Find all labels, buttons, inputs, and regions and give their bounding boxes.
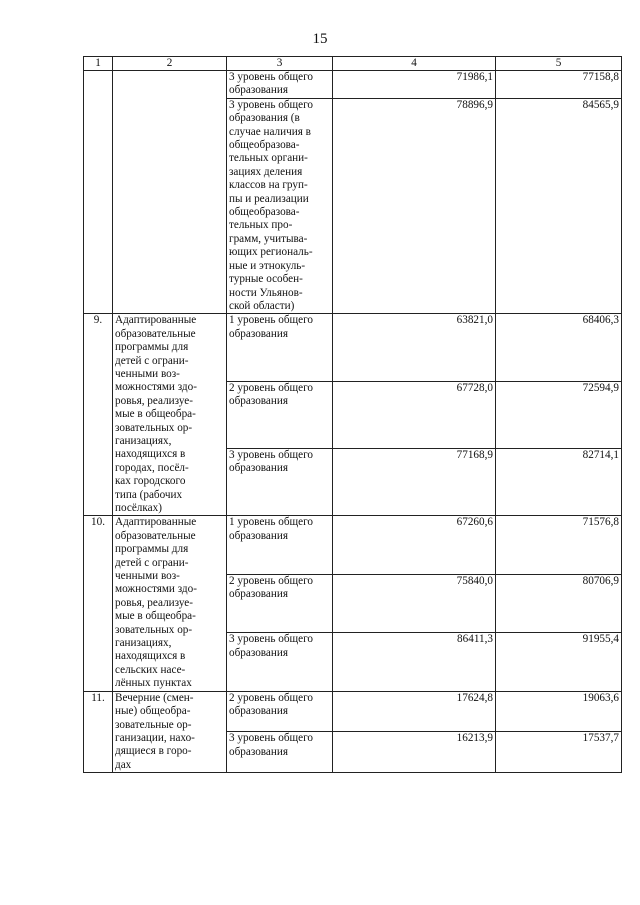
table-row — [84, 691, 622, 732]
desc-cell — [113, 71, 227, 314]
value-cell: 71576,8 — [496, 516, 622, 574]
column-header: 2 — [113, 57, 227, 71]
value-cell: 71986,1 — [333, 71, 496, 99]
value-cell: 77168,9 — [333, 449, 496, 516]
value-cell: 63821,0 — [333, 314, 496, 381]
column-header: 4 — [333, 57, 496, 71]
tariff-table — [83, 56, 622, 773]
value-cell: 67728,0 — [333, 381, 496, 448]
desc-cell: Вечерние (смен- ные) общеобра- зовательные ор- ганизации, нахо- дящиеся в горо- дах — [113, 691, 227, 772]
table-row — [84, 314, 622, 381]
level-cell: 3 уровень общего образования (в случае наличия в общеобразова- тельных органи- зациях деления классов на груп- пы и реализации общеобразова- тельных про- грамм, учитыва- ющих региональ- ные и этнокуль- турные особен- ности Ульянов- ской области) — [227, 98, 333, 314]
desc-cell: Адаптированные образовательные программы для детей с ограни- ченными воз- можностями здо- ровья, реализуе- мые в общеобра- зовательных ор- ганизациях, находящихся в сельских насе- лённых пунктах — [113, 516, 227, 691]
table-row — [84, 516, 622, 574]
column-header: 1 — [84, 57, 113, 71]
column-number-header-row — [84, 57, 622, 71]
value-cell: 68406,3 — [496, 314, 622, 381]
value-cell: 17537,7 — [496, 732, 622, 773]
value-cell: 75840,0 — [333, 574, 496, 632]
level-cell: 3 уровень общего образования — [227, 732, 333, 773]
num-cell: 10. — [84, 516, 113, 691]
value-cell: 67260,6 — [333, 516, 496, 574]
level-cell: 2 уровень общего образования — [227, 691, 333, 732]
value-cell: 91955,4 — [496, 633, 622, 691]
level-cell: 3 уровень общего образования — [227, 449, 333, 516]
value-cell: 86411,3 — [333, 633, 496, 691]
value-cell: 84565,9 — [496, 98, 622, 314]
value-cell: 78896,9 — [333, 98, 496, 314]
num-cell: 9. — [84, 314, 113, 516]
level-cell: 3 уровень общего образования — [227, 633, 333, 691]
level-cell: 2 уровень общего образования — [227, 574, 333, 632]
value-cell: 80706,9 — [496, 574, 622, 632]
level-cell: 2 уровень общего образования — [227, 381, 333, 448]
value-cell: 82714,1 — [496, 449, 622, 516]
num-cell — [84, 71, 113, 314]
num-cell: 11. — [84, 691, 113, 772]
value-cell: 16213,9 — [333, 732, 496, 773]
value-cell: 72594,9 — [496, 381, 622, 448]
column-header: 3 — [227, 57, 333, 71]
table-row — [84, 71, 622, 99]
value-cell: 17624,8 — [333, 691, 496, 732]
level-cell: 3 уровень общего образования — [227, 71, 333, 99]
page-number: 15 — [312, 31, 328, 47]
level-cell: 1 уровень общего образования — [227, 314, 333, 381]
value-cell: 77158,8 — [496, 71, 622, 99]
desc-cell: Адаптированные образовательные программы для детей с ограни- ченными воз- можностями здо- ровья, реализуе- мые в общеобра- зовательных ор- ганизациях, находящихся в городах, посёл- ках городского типа (рабочих посёлках) — [113, 314, 227, 516]
level-cell: 1 уровень общего образования — [227, 516, 333, 574]
value-cell: 19063,6 — [496, 691, 622, 732]
column-header: 5 — [496, 57, 622, 71]
